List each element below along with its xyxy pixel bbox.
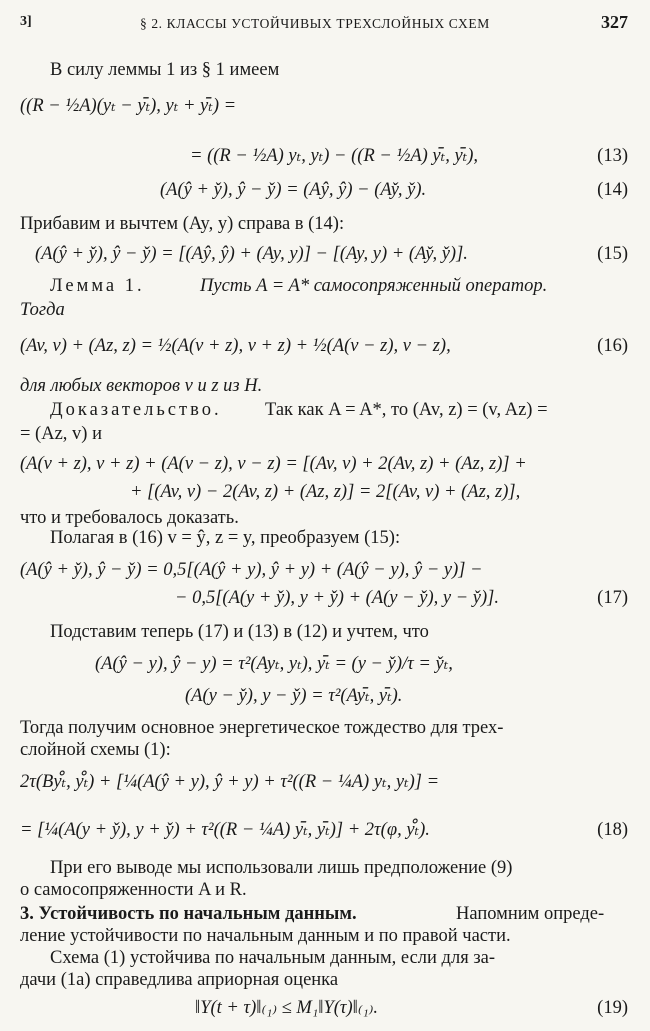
text-line: дачи (1а) справедлива априорная оценка xyxy=(20,970,339,990)
text-line: Так как A = A*, то (Av, z) = (v, Az) = xyxy=(265,400,548,420)
formula-line: (A(v + z), v + z) + (A(v − z), v − z) = [(Av, v) + 2(Av, z) + (Az, z)] + xyxy=(20,454,527,474)
section-marker: 3] xyxy=(20,14,32,29)
equation-number: (14) xyxy=(597,180,628,200)
text-line: Схема (1) устойчива по начальным данным, если для за- xyxy=(50,948,496,968)
text-line: что и требовалось доказать. xyxy=(20,508,239,528)
text-line: слойной схемы (1): xyxy=(20,740,171,760)
formula-line: = ((R − ½A) yₜ, yₜ) − ((R − ½A) yₜ̄, yₜ̄), xyxy=(190,146,479,166)
text-line: В силу леммы 1 из § 1 имеем xyxy=(50,60,280,80)
equation-number: (17) xyxy=(597,588,628,608)
lemma-heading: Лемма 1. xyxy=(50,276,145,296)
running-title: § 2. КЛАССЫ УСТОЙЧИВЫХ ТРЕХСЛОЙНЫХ СХЕМ xyxy=(140,16,490,31)
text-line: для любых векторов v и z из H. xyxy=(20,376,263,396)
text-line: Прибавим и вычтем (Ay, y) справа в (14): xyxy=(20,214,345,234)
equation-number: (16) xyxy=(597,336,628,356)
proof-heading: Доказательство. xyxy=(50,400,222,420)
text-line: Пусть A = A* самосопряженный оператор. xyxy=(200,276,548,296)
formula-line: = [¼(A(y + y̌), y + y̌) + τ²((R − ¼A) yₜ̄, yₜ̄)] + 2τ(φ, yₜ̊). xyxy=(20,820,430,840)
formula-line: (A(ŷ − y), ŷ − y) = τ²(Ayₜ, yₜ), yₜ̄ = (y − y̌)/τ = y̌ₜ, xyxy=(95,654,453,674)
text-line: о самосопряженности A и R. xyxy=(20,880,247,900)
formula-line: + [(Av, v) − 2(Av, z) + (Az, z)] = 2[(Av, v) + (Az, z)], xyxy=(130,482,521,502)
page-number: 327 xyxy=(601,12,628,32)
text-line: Тогда получим основное энергетическое тождество для трех- xyxy=(20,718,504,738)
text-line: Подставим теперь (17) и (13) в (12) и учтем, что xyxy=(50,622,429,642)
equation-number: (19) xyxy=(597,998,628,1018)
equation-number: (13) xyxy=(597,146,628,166)
formula-line: (A(ŷ + y̌), ŷ − y̌) = (Aŷ, ŷ) − (Ay̌, y̌). xyxy=(160,180,427,200)
formula-line: (A(ŷ + y̌), ŷ − y̌) = 0,5[(A(ŷ + y), ŷ + y) + (A(ŷ − y), ŷ − y)] − xyxy=(20,560,483,580)
page-header xyxy=(0,10,650,40)
text-line: ление устойчивости по начальным данным и по правой части. xyxy=(20,926,511,946)
formula-line: − 0,5[(A(y + y̌), y + y̌) + (A(y − y̌), y − y̌)]. xyxy=(175,588,500,608)
equation-number: (15) xyxy=(597,244,628,264)
text-line: Полагая в (16) v = ŷ, z = y, преобразуем (15): xyxy=(50,528,401,548)
formula-line: (Av, v) + (Az, z) = ½(A(v + z), v + z) + ½(A(v − z), v − z), xyxy=(20,336,451,356)
formula-line: (A(ŷ + y̌), ŷ − y̌) = [(Aŷ, ŷ) + (Ay, y)] − [(Ay, y) + (Ay̌, y̌)]. xyxy=(35,244,468,264)
equation-number: (18) xyxy=(597,820,628,840)
text-line: При его выводе мы использовали лишь предположение (9) xyxy=(50,858,513,878)
formula-line: ‖Y(t + τ)‖₍₁₎ ≤ M₁‖Y(τ)‖₍₁₎. xyxy=(195,998,379,1018)
text-line: = (Az, v) и xyxy=(20,424,102,444)
section-heading: 3. Устойчивость по начальным данным. xyxy=(20,904,357,924)
text-line: Напомним опреде- xyxy=(456,904,605,924)
formula-line: 2τ(Byₜ̊, yₜ̊) + [¼(A(ŷ + y), ŷ + y) + τ²((R − ¼A) yₜ, yₜ)] = xyxy=(20,772,440,792)
text-line: Тогда xyxy=(20,300,65,320)
formula-line: (A(y − y̌), y − y̌) = τ²(Ayₜ̄, yₜ̄). xyxy=(185,686,403,706)
formula-line: ((R − ½A)(yₜ − yₜ̄), yₜ + yₜ̄) = xyxy=(20,96,237,116)
